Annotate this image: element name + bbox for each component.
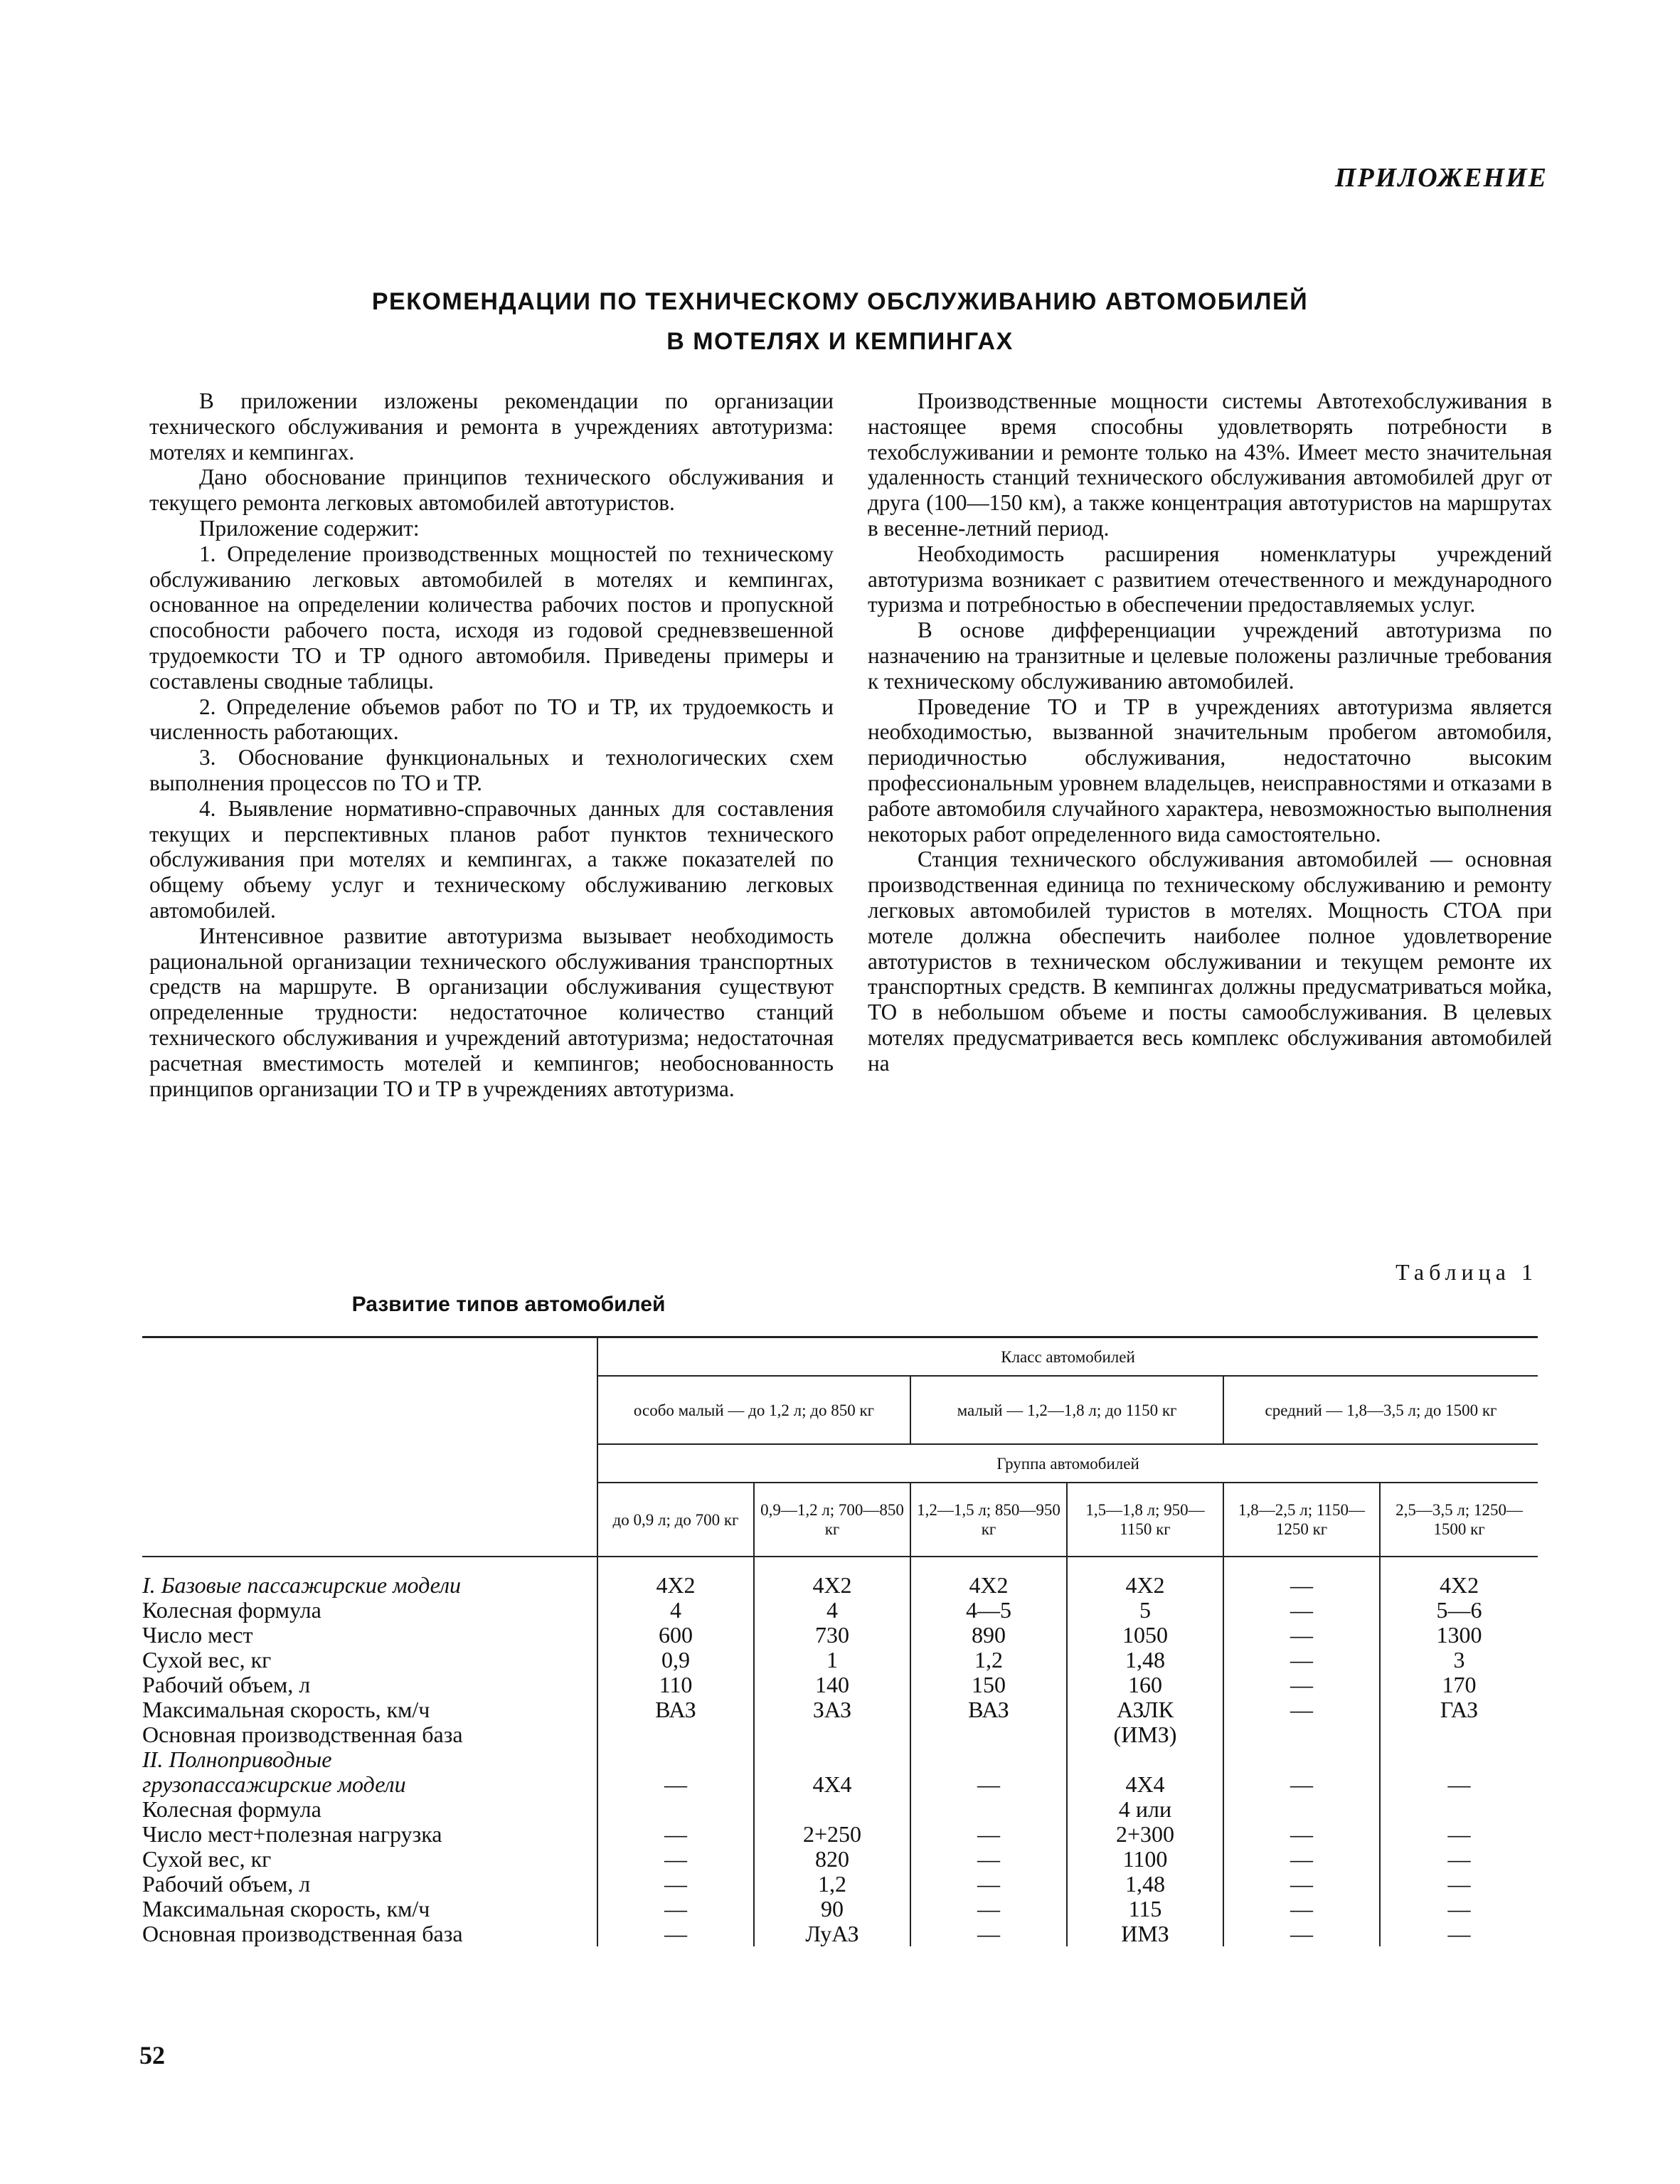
table-cell xyxy=(597,1722,754,1747)
table-cell: 0,9 xyxy=(597,1648,754,1673)
table-row xyxy=(142,1573,1538,1598)
paragraph: Станция технического обслуживания автомобилей — основная производственная единица по техническому обслуживанию и ремонту легковых автомобилей туристов в мотелях. Мощность СТОА при мотеле должна обеспечить наиболее полное удовлетворение автотуристов в техническом обслуживании и текущем ремонте их транспортных средств. В кемпингах должны предусматриваться мойка, ТО в небольшом объеме и посты самообслуживания. В целевых мотелях предусматривается весь комплекс обслуживания автомобилей на xyxy=(868,847,1552,1076)
table-cell: 4X2 xyxy=(1067,1573,1223,1598)
table-row xyxy=(142,1872,1538,1897)
document-title-line-1: РЕКОМЕНДАЦИИ ПО ТЕХНИЧЕСКОМУ ОБСЛУЖИВАНИЮ АВТОМОБИЛЕЙ xyxy=(371,288,1309,315)
table-row xyxy=(142,1648,1538,1673)
table-cell xyxy=(597,1747,754,1772)
table-cell: 1100 xyxy=(1067,1847,1223,1872)
table-cell: — xyxy=(910,1872,1067,1897)
table-cell: 890 xyxy=(910,1623,1067,1648)
table-cell: 4X4 xyxy=(1067,1772,1223,1797)
table-cell: 140 xyxy=(754,1673,910,1697)
table-cell: — xyxy=(1223,1697,1380,1722)
table-cell xyxy=(1380,1747,1538,1772)
table-cell xyxy=(1380,1797,1538,1822)
table-row xyxy=(142,1797,1538,1822)
table-cell: — xyxy=(1380,1772,1538,1797)
row-label: Основная производственная база xyxy=(142,1921,463,1946)
table-cell: — xyxy=(1380,1897,1538,1921)
table-cell: — xyxy=(597,1772,754,1797)
table-cell: ИМЗ xyxy=(1067,1921,1223,1946)
table-cell: — xyxy=(1223,1598,1380,1623)
table-cell xyxy=(597,1797,754,1822)
table-cell: 1,48 xyxy=(1067,1872,1223,1897)
table-cell: 5—6 xyxy=(1380,1598,1538,1623)
row-label: Основная производственная база xyxy=(142,1722,463,1747)
table-cell: — xyxy=(1223,1648,1380,1673)
paragraph: 2. Определение объемов работ по ТО и ТР, их трудоемкость и численность работающих. xyxy=(149,694,834,745)
table-row xyxy=(142,1847,1538,1872)
table-cell: — xyxy=(597,1921,754,1946)
table-cell: — xyxy=(1223,1772,1380,1797)
paragraph: В приложении изложены рекомендации по организации технического обслуживания и ремонта в учреждениях автотуризма: мотелях и кемпингах. xyxy=(149,388,834,465)
table-cell: — xyxy=(597,1847,754,1872)
table-cell: — xyxy=(597,1897,754,1921)
table-cell: ГАЗ xyxy=(1380,1697,1538,1722)
table-cell xyxy=(754,1797,910,1822)
table-row xyxy=(142,1697,1538,1722)
table-cell xyxy=(754,1722,910,1747)
row-label: Рабочий объем, л xyxy=(142,1871,311,1897)
row-label: Сухой вес, кг xyxy=(142,1846,272,1872)
table-row xyxy=(142,1747,1538,1772)
class-cell: средний — 1,8—3,5 л; до 1500 кг xyxy=(1223,1376,1538,1444)
table-cell xyxy=(1223,1747,1380,1772)
row-label: Максимальная скорость, км/ч xyxy=(142,1896,430,1921)
row-label: I. Базовые пассажирские модели xyxy=(142,1572,462,1598)
table-row xyxy=(142,1772,1538,1797)
table-cell: 4 или xyxy=(1067,1797,1223,1822)
table-cell: — xyxy=(1223,1921,1380,1946)
row-label: Сухой вес, кг xyxy=(142,1647,272,1673)
table-cell: 4X4 xyxy=(754,1772,910,1797)
table-cell: 150 xyxy=(910,1673,1067,1697)
table-cell: 2+300 xyxy=(1067,1822,1223,1847)
group-cell: 0,9—1,2 л; 700—850 кг xyxy=(754,1483,910,1557)
row-label: Максимальная скорость, км/ч xyxy=(142,1697,430,1722)
table-cell: 2+250 xyxy=(754,1822,910,1847)
table-cell: 4X2 xyxy=(754,1573,910,1598)
class-header-row xyxy=(142,1337,1538,1377)
table-cell: 4 xyxy=(597,1598,754,1623)
class-cell: особо малый — до 1,2 л; до 850 кг xyxy=(597,1376,910,1444)
table-cell: 4 xyxy=(754,1598,910,1623)
table-cell: 820 xyxy=(754,1847,910,1872)
table-cell: 170 xyxy=(1380,1673,1538,1697)
table-cell: 1050 xyxy=(1067,1623,1223,1648)
table-body xyxy=(142,1557,1538,1946)
table-cell: — xyxy=(910,1822,1067,1847)
row-label: Колесная формула xyxy=(142,1597,321,1623)
table-cell: — xyxy=(1223,1623,1380,1648)
table-cell: — xyxy=(910,1847,1067,1872)
table-cell xyxy=(754,1747,910,1772)
table-row xyxy=(142,1673,1538,1697)
table-row xyxy=(142,1722,1538,1747)
paragraph: 4. Выявление нормативно-справочных данных для составления текущих и перспективных планов работ пунктов технического обслуживания при мотелях и кемпингах, а также показателей по общему объему услуг и техническому обслуживанию легковых автомобилей. xyxy=(149,795,834,923)
table-row xyxy=(142,1921,1538,1946)
table-caption: Развитие типов автомобилей xyxy=(351,1293,666,1316)
paragraph: 3. Обоснование функциональных и технологических схем выполнения процессов по ТО и ТР. xyxy=(149,745,834,795)
table-number-label: Таблица 1 xyxy=(1395,1259,1538,1285)
table-cell: 4—5 xyxy=(910,1598,1067,1623)
document-title-line-2: В МОТЕЛЯХ И КЕМПИНГАХ xyxy=(666,328,1014,355)
table-cell xyxy=(1380,1722,1538,1747)
appendix-label: ПРИЛОЖЕНИЕ xyxy=(1334,163,1548,193)
table-cell xyxy=(1223,1722,1380,1747)
table-cell: 5 xyxy=(1067,1598,1223,1623)
page-number: 52 xyxy=(139,2041,165,2069)
table-cell: — xyxy=(1380,1921,1538,1946)
table-cell: 600 xyxy=(597,1623,754,1648)
paragraph: 1. Определение производственных мощностей по техническому обслуживанию легковых автомобилей в мотелях и кемпингах, основанное на определении количества рабочих постов и пропускной способности рабочего поста, исходя из годовой средневзвешенной трудоемкости ТО и ТР одного автомобиля. Приведены примеры и составлены сводные таблицы. xyxy=(149,541,834,694)
table-cell: — xyxy=(910,1921,1067,1946)
table-row xyxy=(142,1822,1538,1847)
table-cell: 115 xyxy=(1067,1897,1223,1921)
group-cell: до 0,9 л; до 700 кг xyxy=(597,1483,754,1557)
table-cell: 1,48 xyxy=(1067,1648,1223,1673)
class-header: Класс автомобилей xyxy=(597,1337,1538,1377)
table-cell: — xyxy=(597,1822,754,1847)
table-row xyxy=(142,1598,1538,1623)
table-cell: 1,2 xyxy=(910,1648,1067,1673)
table-cell: 160 xyxy=(1067,1673,1223,1697)
group-cell: 2,5—3,5 л; 1250—1500 кг xyxy=(1380,1483,1538,1557)
table-cell xyxy=(910,1747,1067,1772)
table-cell: — xyxy=(1380,1872,1538,1897)
group-header: Группа автомобилей xyxy=(597,1444,1538,1483)
table-cell xyxy=(910,1797,1067,1822)
table-cell: 1300 xyxy=(1380,1623,1538,1648)
vehicle-types-table xyxy=(142,1336,1538,1946)
table-cell: 4X2 xyxy=(597,1573,754,1598)
table-cell: — xyxy=(910,1897,1067,1921)
table-cell: (ИМЗ) xyxy=(1067,1722,1223,1747)
table-cell: 3 xyxy=(1380,1648,1538,1673)
table-cell: 1 xyxy=(754,1648,910,1673)
group-cell: 1,5—1,8 л; 950—1150 кг xyxy=(1067,1483,1223,1557)
row-label: Число мест+полезная нагрузка xyxy=(142,1821,442,1847)
table-cell: — xyxy=(1223,1573,1380,1598)
row-label: II. Полноприводные xyxy=(142,1746,332,1772)
table-cell: 1,2 xyxy=(754,1872,910,1897)
table-cell: — xyxy=(597,1872,754,1897)
table-cell: — xyxy=(910,1772,1067,1797)
table-row xyxy=(142,1623,1538,1648)
paragraph: Приложение содержит: xyxy=(199,515,420,541)
table-cell: — xyxy=(1223,1847,1380,1872)
table-cell: 730 xyxy=(754,1623,910,1648)
table-cell: — xyxy=(1380,1847,1538,1872)
table-cell: ВАЗ xyxy=(597,1697,754,1722)
table-cell: 4X2 xyxy=(1380,1573,1538,1598)
row-label: Колесная формула xyxy=(142,1796,321,1822)
table-spacer-row xyxy=(142,1557,1538,1573)
paragraph: Производственные мощности системы Автотехобслуживания в настоящее время способны удовлетворять потребности в техобслуживании и ремонте только на 43%. Имеет место значительная удаленность станций технического обслуживания автомобилей друг от друга (100—150 км), а также концентрация автотуристов на маршрутах в весенне-летний период. xyxy=(868,388,1552,541)
table-cell: — xyxy=(1223,1872,1380,1897)
paragraph: Необходимость расширения номенклатуры учреждений автотуризма возникает с развитием отечественного и международного туризма и потребностью в обеспечении предоставляемых услуг. xyxy=(868,541,1552,617)
table-cell xyxy=(910,1722,1067,1747)
table-cell: ЗАЗ xyxy=(754,1697,910,1722)
right-text-column xyxy=(868,388,1552,1076)
left-text-column xyxy=(149,388,834,1101)
table-cell: ЛуАЗ xyxy=(754,1921,910,1946)
paragraph: В основе дифференциации учреждений автотуризма по назначению на транзитные и целевые положены различные требования к техническому обслуживанию автомобилей. xyxy=(868,617,1552,694)
table-row xyxy=(142,1897,1538,1921)
row-label: грузопассажирские модели xyxy=(142,1771,406,1797)
document-title xyxy=(142,282,1538,361)
table-cell xyxy=(1067,1747,1223,1772)
table-cell: — xyxy=(1380,1822,1538,1847)
table-cell xyxy=(1223,1797,1380,1822)
table-cell: — xyxy=(1223,1822,1380,1847)
table-cell: — xyxy=(1223,1897,1380,1921)
paragraph: Интенсивное развитие автотуризма вызывает необходимость рациональной организации технического обслуживания транспортных средств на маршруте. В организации обслуживания существуют определенные трудности: недостаточное количество станций технического обслуживания и учреждений автотуризма; недостаточная расчетная вместимость мотелей и кемпингов; необоснованность принципов организации ТО и ТР в учреждениях автотуризма. xyxy=(149,923,834,1101)
table-cell: 4X2 xyxy=(910,1573,1067,1598)
table-cell: — xyxy=(1223,1673,1380,1697)
row-label: Рабочий объем, л xyxy=(142,1672,311,1697)
paragraph: Проведение ТО и ТР в учреждениях автотуризма является необходимостью, вызванной значительным пробегом автомобиля, периодичностью обслуживания, недостаточно высоким профессиональным уровнем владельцев, неисправностями и отказами в работе автомобиля случайного характера, невозможностью выполнения некоторых работ определенного вида самостоятельно. xyxy=(868,694,1552,847)
table-cell: 110 xyxy=(597,1673,754,1697)
table-cell: АЗЛК xyxy=(1067,1697,1223,1722)
row-label: Число мест xyxy=(142,1622,253,1648)
table-cell: 90 xyxy=(754,1897,910,1921)
paragraph: Дано обоснование принципов технического обслуживания и текущего ремонта легковых автомобилей автотуристов. xyxy=(149,465,834,516)
stub-header xyxy=(142,1337,597,1557)
table-cell: ВАЗ xyxy=(910,1697,1067,1722)
group-cell: 1,8—2,5 л; 1150—1250 кг xyxy=(1223,1483,1380,1557)
class-cell: малый — 1,2—1,8 л; до 1150 кг xyxy=(910,1376,1223,1444)
group-cell: 1,2—1,5 л; 850—950 кг xyxy=(910,1483,1067,1557)
